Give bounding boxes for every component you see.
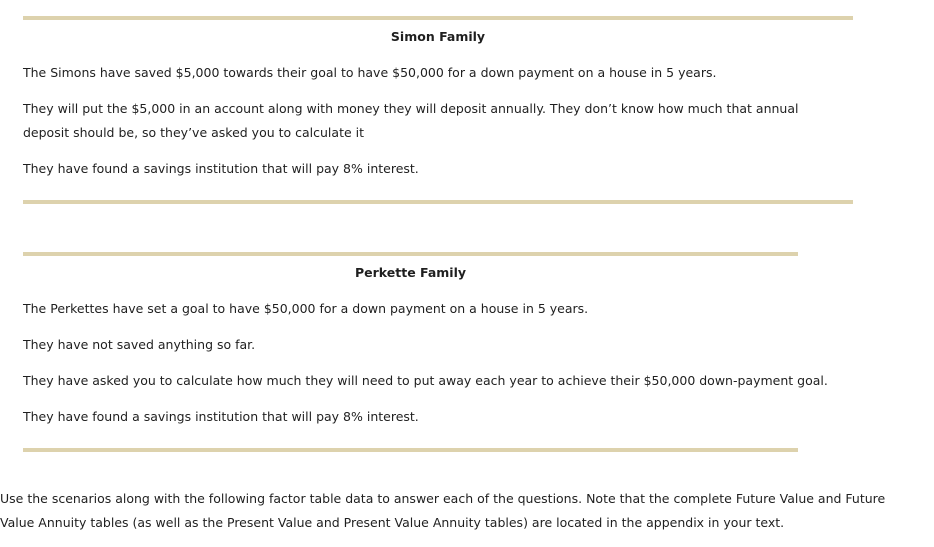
perkette-paragraph-3: They have asked you to calculate how much they will need to put away each year to achieve their $50,000 down-payment goal. xyxy=(23,373,828,388)
perkette-top-rule xyxy=(23,252,798,256)
instructions-paragraph: Use the scenarios along with the following factor table data to answer each of the questions. Note that the complete Future Value and Future Value Annuity tables (as well as the Present Value and Present Value Annuity tables) are located in the appendix in your text. xyxy=(0,491,886,530)
perkette-paragraph-4: They have found a savings institution that will pay 8% interest. xyxy=(23,409,419,424)
perkette-paragraph-1: The Perkettes have set a goal to have $50,000 for a down payment on a house in 5 years. xyxy=(23,301,589,316)
perkette-family-heading: Perkette Family xyxy=(354,265,467,280)
perkette-paragraph-2: They have not saved anything so far. xyxy=(23,337,256,352)
simon-paragraph-3: They have found a savings institution that will pay 8% interest. xyxy=(23,161,419,176)
simon-paragraph-2: They will put the $5,000 in an account along with money they will deposit annually. They don’t know how much that annual deposit should be, so they’ve asked you to calculate it xyxy=(23,101,799,140)
simon-paragraph-1: The Simons have saved $5,000 towards their goal to have $50,000 for a down payment on a house in 5 years. xyxy=(23,65,717,80)
simon-top-rule xyxy=(23,16,853,20)
simon-family-heading: Simon Family xyxy=(390,29,486,44)
perkette-bottom-rule xyxy=(23,448,798,452)
simon-bottom-rule xyxy=(23,200,853,204)
